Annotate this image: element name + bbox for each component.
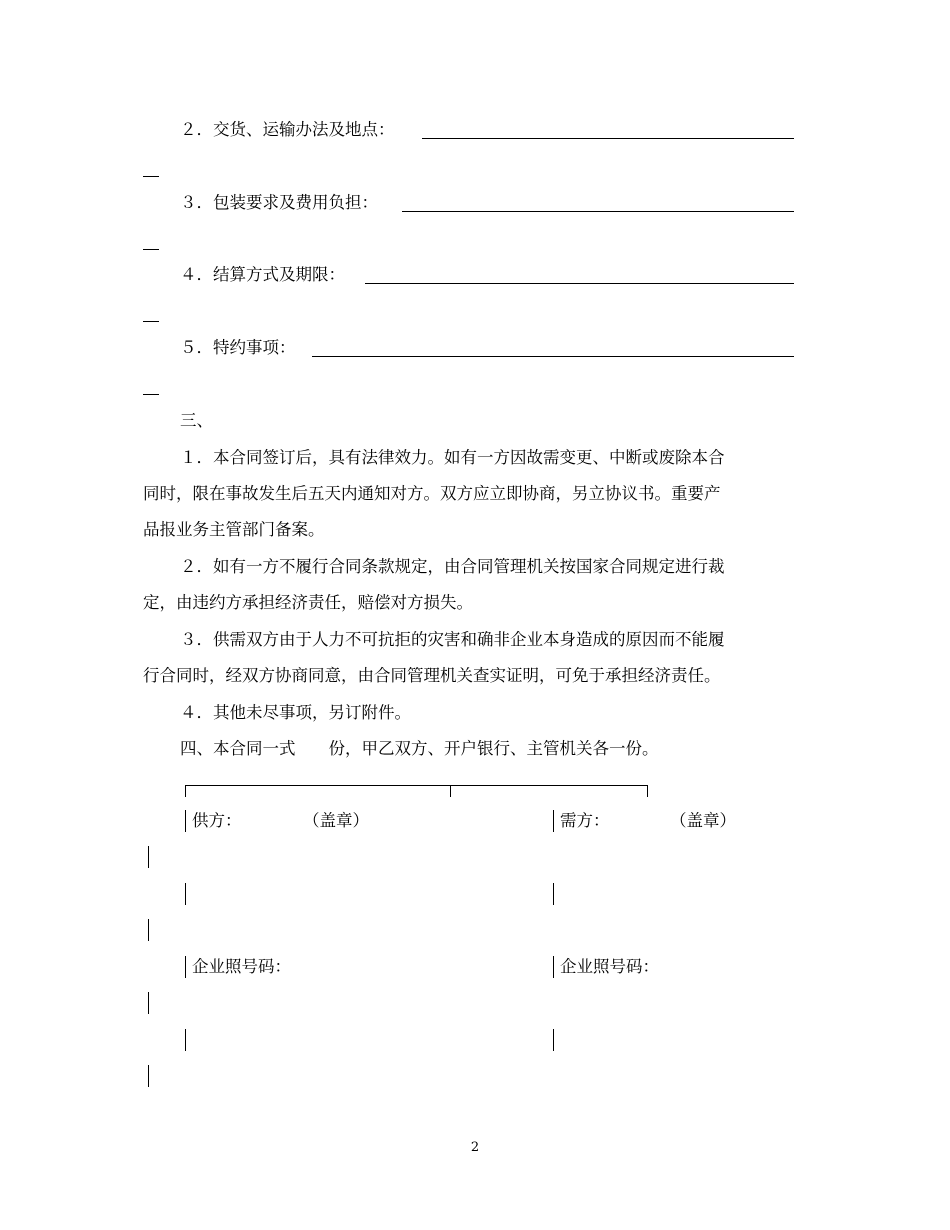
table-bar bbox=[148, 1065, 149, 1087]
field-blank bbox=[312, 356, 794, 357]
field-label: ３．包装要求及费用负担： bbox=[180, 193, 378, 212]
table-bar bbox=[553, 1029, 554, 1051]
field-blank-continuation bbox=[143, 321, 159, 322]
clause-4: ４．其他未尽事项，另订附件。 bbox=[180, 703, 411, 722]
table-bar bbox=[185, 810, 186, 832]
table-bar bbox=[185, 1029, 186, 1051]
field-label: ４．结算方式及期限： bbox=[180, 265, 345, 284]
clause-3-line-1: ３．供需双方由于人力不可抗拒的灾害和确非企业本身造成的原因而不能履 bbox=[180, 630, 725, 649]
field-blank-continuation bbox=[143, 176, 159, 177]
field-blank bbox=[422, 138, 794, 139]
field-blank bbox=[365, 283, 794, 284]
clause-3-line-2: 行合同时，经双方协商同意，由合同管理机关查实证明，可免于承担经济责任。 bbox=[143, 666, 721, 685]
table-bar bbox=[148, 992, 149, 1014]
clause-1-line-2: 同时，限在事故发生后五天内通知对方。双方应立即协商，另立协议书。重要产 bbox=[143, 484, 721, 503]
table-bar bbox=[553, 883, 554, 905]
table-bar bbox=[148, 846, 149, 868]
table-bar bbox=[553, 956, 554, 978]
table-bar bbox=[553, 810, 554, 832]
section-4: 四、本合同一式 份，甲乙双方、开户银行、主管机关各一份。 bbox=[180, 739, 659, 758]
table-corner-right bbox=[647, 785, 648, 797]
table-bar bbox=[185, 956, 186, 978]
supplier-seal: （盖章） bbox=[303, 811, 369, 830]
license-right-label: 企业照号码： bbox=[560, 957, 659, 976]
clause-2-line-2: 定，由违约方承担经济责任，赔偿对方损失。 bbox=[143, 593, 473, 612]
table-bar bbox=[185, 883, 186, 905]
field-blank-continuation bbox=[143, 249, 159, 250]
buyer-seal: （盖章） bbox=[670, 811, 736, 830]
clause-1-line-1: １．本合同签订后，具有法律效力。如有一方因故需变更、中断或废除本合 bbox=[180, 448, 725, 467]
field-label: ２．交货、运输办法及地点： bbox=[180, 120, 395, 139]
table-corner-mid bbox=[450, 785, 451, 797]
clause-1-line-3: 品报业务主管部门备案。 bbox=[143, 520, 325, 539]
license-left-label: 企业照号码： bbox=[192, 957, 291, 976]
field-label: ５．特约事项： bbox=[180, 338, 296, 357]
table-bar bbox=[148, 919, 149, 941]
table-top-border bbox=[185, 785, 648, 786]
clause-2-line-1: ２．如有一方不履行合同条款规定，由合同管理机关按国家合同规定进行裁 bbox=[180, 557, 725, 576]
field-blank bbox=[402, 211, 794, 212]
section-heading: 三、 bbox=[180, 411, 213, 430]
field-blank-continuation bbox=[143, 394, 159, 395]
buyer-label: 需方： bbox=[560, 811, 610, 830]
table-corner-left bbox=[185, 785, 186, 797]
supplier-label: 供方： bbox=[192, 811, 242, 830]
page-number: 2 bbox=[470, 1140, 480, 1155]
